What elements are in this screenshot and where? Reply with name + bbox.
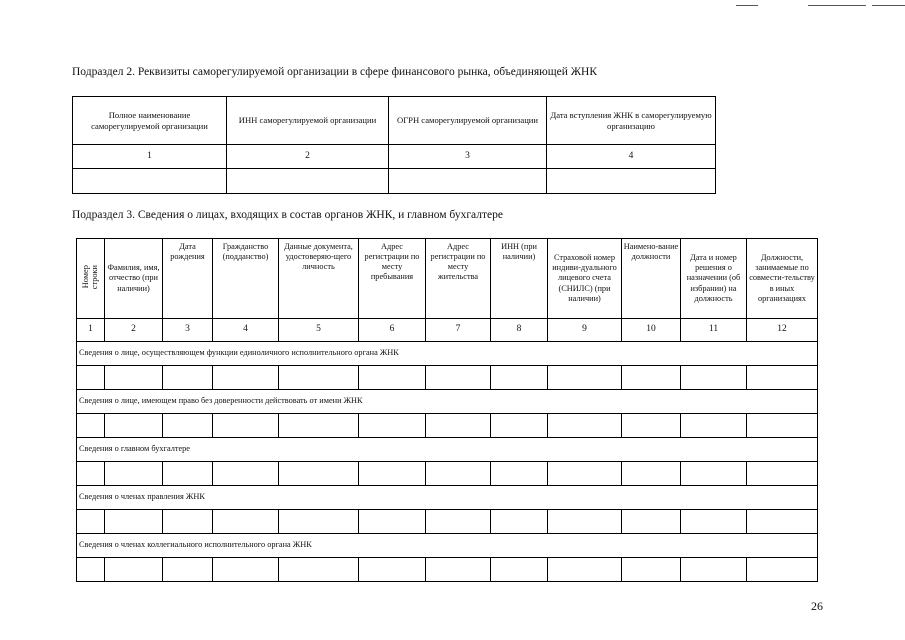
blank-cell: [163, 366, 213, 390]
blank-cell: [77, 462, 105, 486]
header-rule: [808, 5, 866, 6]
blank-cell: [73, 169, 227, 194]
header-cell: Дата рождения: [163, 239, 213, 319]
blank-cell: [77, 366, 105, 390]
header-cell: ИНН саморегулируемой организации: [227, 97, 389, 145]
blank-cell: [547, 169, 716, 194]
header-cell: Наимено-вание должности: [622, 239, 681, 319]
blank-cell: [163, 558, 213, 582]
blank-cell: [359, 462, 426, 486]
header-cell: Фамилия, имя, отчество (при наличии): [105, 239, 163, 319]
blank-cell: [548, 462, 622, 486]
blank-cell: [681, 414, 747, 438]
section-heading-authorized-person: Сведения о лице, имеющем право без доверенности действовать от имени ЖНК: [77, 390, 818, 414]
blank-cell: [747, 414, 818, 438]
blank-cell: [622, 558, 681, 582]
blank-cell: [105, 366, 163, 390]
page-number: 26: [811, 599, 823, 613]
blank-cell: [491, 510, 548, 534]
section-heading-chief-accountant: Сведения о главном бухгалтере: [77, 438, 818, 462]
column-number: 12: [747, 319, 818, 342]
blank-cell: [213, 462, 279, 486]
header-cell: Страховой номер индиви-дуального лицевого счета (СНИЛС) (при наличии): [548, 239, 622, 319]
blank-cell: [747, 558, 818, 582]
blank-cell: [163, 510, 213, 534]
column-number: 7: [426, 319, 491, 342]
header-cell: Дата вступления ЖНК в саморегулируемую организацию: [547, 97, 716, 145]
blank-cell: [213, 366, 279, 390]
blank-cell: [681, 558, 747, 582]
header-cell: Данные документа, удостоверяю-щего личность: [279, 239, 359, 319]
blank-cell: [426, 366, 491, 390]
subsection-3-title: Подраздел 3. Сведения о лицах, входящих в состав органов ЖНК, и главном бухгалтере: [72, 209, 503, 221]
blank-cell: [227, 169, 389, 194]
blank-cell: [622, 414, 681, 438]
blank-cell: [359, 558, 426, 582]
blank-cell: [105, 558, 163, 582]
blank-cell: [77, 558, 105, 582]
blank-cell: [105, 510, 163, 534]
section-heading-board-members: Сведения о членах правления ЖНК: [77, 486, 818, 510]
column-number: 5: [279, 319, 359, 342]
column-number: 2: [105, 319, 163, 342]
blank-cell: [359, 510, 426, 534]
blank-cell: [279, 510, 359, 534]
header-rule: [736, 5, 758, 6]
blank-cell: [163, 462, 213, 486]
blank-cell: [389, 169, 547, 194]
blank-cell: [622, 510, 681, 534]
blank-cell: [747, 510, 818, 534]
blank-cell: [548, 510, 622, 534]
header-cell: Должности, занимаемые по совмести-тельству в иных организациях: [747, 239, 818, 319]
header-cell: Адрес регистрации по месту жительства: [426, 239, 491, 319]
blank-cell: [548, 366, 622, 390]
sro-details-table: [72, 96, 716, 194]
blank-cell: [681, 366, 747, 390]
column-number: 10: [622, 319, 681, 342]
column-number: 4: [547, 145, 716, 169]
header-rule: [872, 5, 905, 6]
blank-cell: [279, 366, 359, 390]
blank-cell: [681, 462, 747, 486]
header-cell: Дата и номер решения о назначении (об избрании) на должность: [681, 239, 747, 319]
blank-cell: [213, 414, 279, 438]
blank-cell: [426, 414, 491, 438]
header-cell: ИНН (при наличии): [491, 239, 548, 319]
column-number: 3: [163, 319, 213, 342]
blank-cell: [747, 462, 818, 486]
row-number-header: Номер строки: [81, 264, 100, 290]
blank-cell: [213, 510, 279, 534]
header-cell: Гражданство (подданство): [213, 239, 279, 319]
blank-cell: [77, 414, 105, 438]
blank-cell: [548, 558, 622, 582]
blank-cell: [491, 558, 548, 582]
persons-table: [76, 238, 818, 582]
blank-cell: [279, 462, 359, 486]
column-number: 1: [73, 145, 227, 169]
header-cell: Адрес регистрации по месту пребывания: [359, 239, 426, 319]
column-number: 3: [389, 145, 547, 169]
blank-cell: [622, 462, 681, 486]
column-number: 1: [77, 319, 105, 342]
blank-cell: [426, 462, 491, 486]
blank-cell: [279, 414, 359, 438]
blank-cell: [163, 414, 213, 438]
header-cell: ОГРН саморегулируемой организации: [389, 97, 547, 145]
blank-cell: [213, 558, 279, 582]
blank-cell: [426, 558, 491, 582]
blank-cell: [681, 510, 747, 534]
column-number: 6: [359, 319, 426, 342]
column-number: 11: [681, 319, 747, 342]
blank-cell: [77, 510, 105, 534]
blank-cell: [622, 366, 681, 390]
blank-cell: [491, 462, 548, 486]
blank-cell: [548, 414, 622, 438]
section-heading-collegial-executive: Сведения о членах коллегиального исполнительного органа ЖНК: [77, 534, 818, 558]
blank-cell: [491, 414, 548, 438]
column-number: 8: [491, 319, 548, 342]
blank-cell: [105, 414, 163, 438]
section-heading-sole-executive: Сведения о лице, осуществляющем функции единоличного исполнительного органа ЖНК: [77, 342, 818, 366]
column-number: 2: [227, 145, 389, 169]
blank-cell: [359, 414, 426, 438]
blank-cell: [359, 366, 426, 390]
header-cell: Полное наименование саморегулируемой организации: [73, 97, 227, 145]
header-cell-row-number: [77, 239, 105, 319]
blank-cell: [105, 462, 163, 486]
column-number: 9: [548, 319, 622, 342]
blank-cell: [491, 366, 548, 390]
column-number: 4: [213, 319, 279, 342]
blank-cell: [426, 510, 491, 534]
subsection-2-title: Подраздел 2. Реквизиты саморегулируемой организации в сфере финансового рынка, объединяющей ЖНК: [72, 66, 598, 78]
blank-cell: [279, 558, 359, 582]
blank-cell: [747, 366, 818, 390]
